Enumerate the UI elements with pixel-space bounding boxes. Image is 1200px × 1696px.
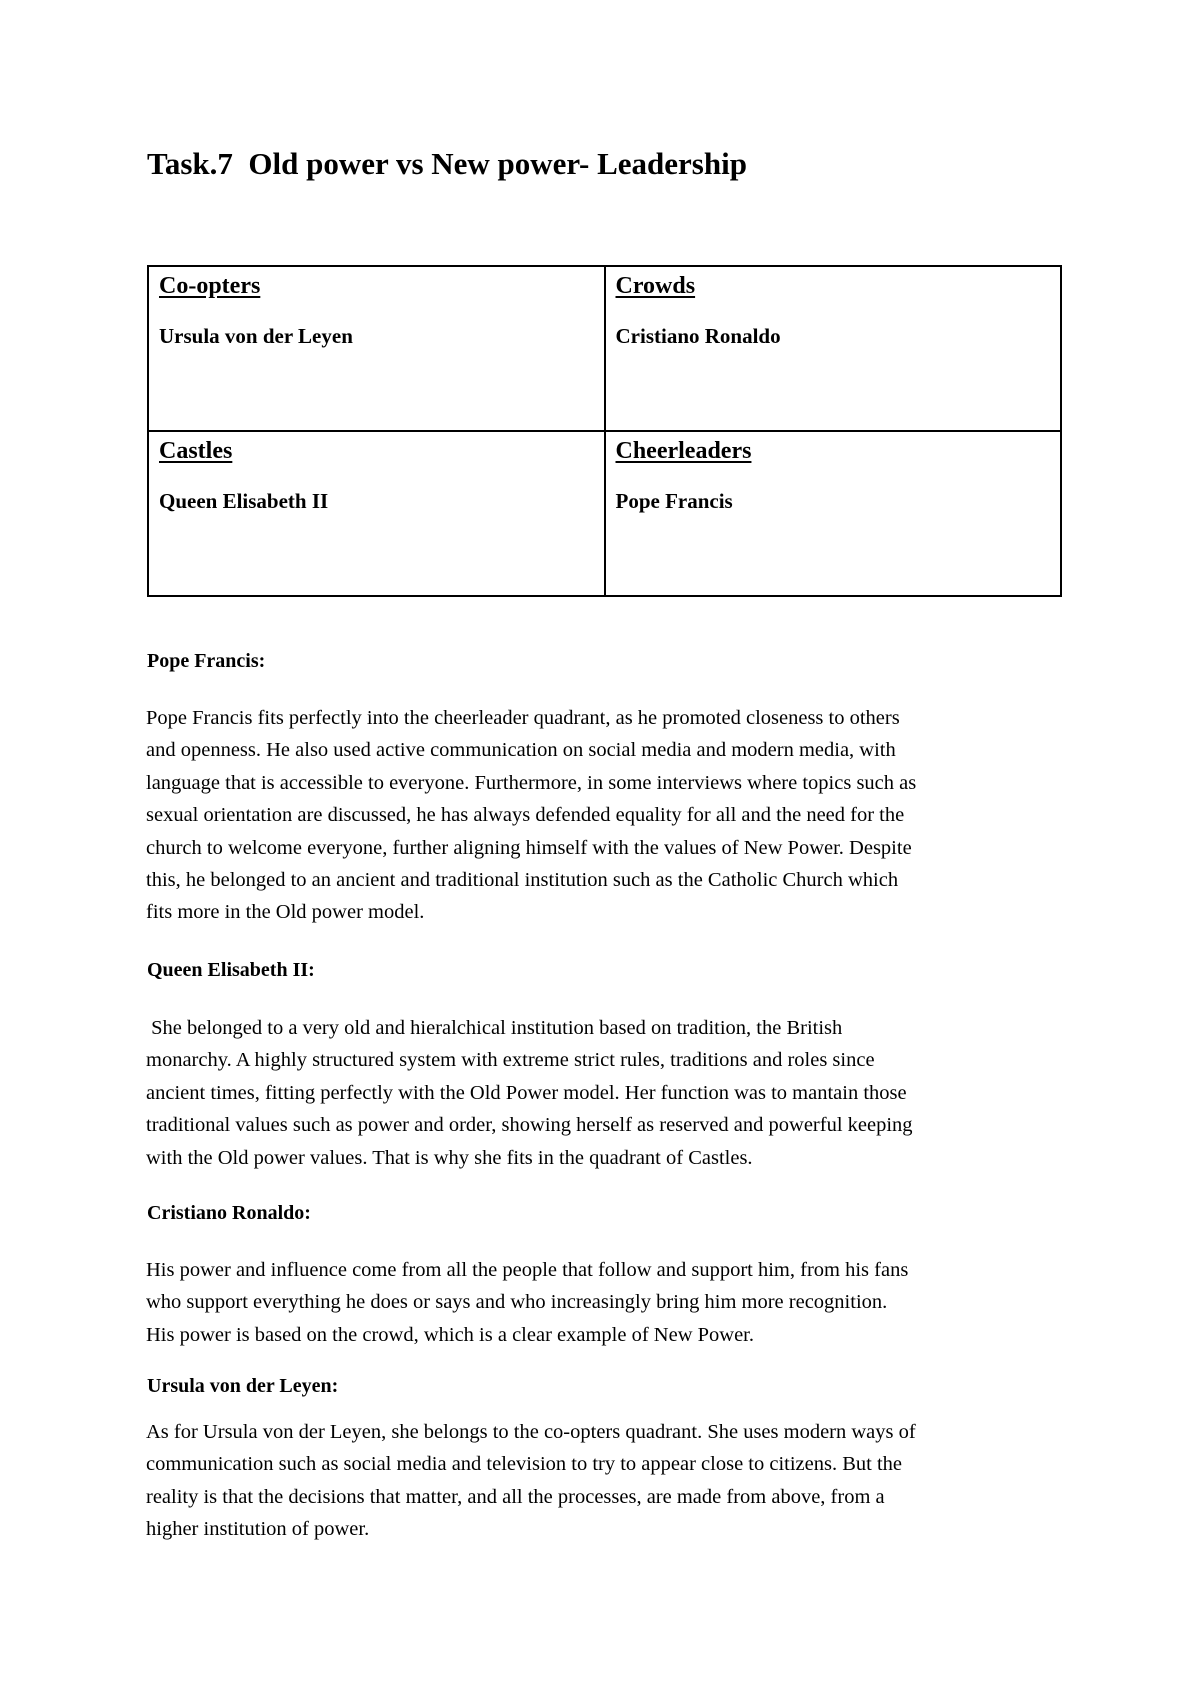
paragraph-line: language that is accessible to everyone. Furthermore, in some interviews where topics such as	[146, 771, 917, 794]
quadrant-heading: Crowds	[615, 273, 696, 299]
paragraph-line: communication such as social media and television to try to appear close to citizens. But the	[146, 1453, 903, 1476]
power-quadrant-table	[147, 265, 1062, 597]
paragraph-line: His power is based on the crowd, which is a clear example of New Power.	[146, 1323, 754, 1346]
paragraph-cristiano-ronaldo	[146, 1254, 1066, 1351]
paragraph-line: reality is that the decisions that matter, and all the processes, are made from above, from a	[146, 1485, 885, 1508]
paragraph-line: sexual orientation are discussed, he has always defended equality for all and the need for the	[146, 804, 905, 827]
paragraph-line: She belonged to a very old and hieralchical institution based on tradition, the British	[146, 1017, 843, 1039]
quadrant-cheerleaders	[605, 431, 1062, 596]
section-heading-ursula-von-der-leyen: Ursula von der Leyen:	[147, 1375, 339, 1397]
paragraph-line: who support everything he does or says and who increasingly bring him more recognition.	[146, 1291, 888, 1314]
paragraph-line: and openness. He also used active communication on social media and modern media, with	[146, 739, 896, 762]
paragraph-line: His power and influence come from all the people that follow and support him, from his fans	[146, 1259, 909, 1281]
paragraph-line: As for Ursula von der Leyen, she belongs to the co-opters quadrant. She uses modern ways of	[146, 1421, 916, 1443]
paragraph-line: church to welcome everyone, further aligning himself with the values of New Power. Despite	[146, 836, 912, 859]
quadrant-heading: Castles	[159, 438, 233, 464]
paragraph-line: with the Old power values. That is why she fits in the quadrant of Castles.	[146, 1146, 753, 1169]
paragraph-line: traditional values such as power and order, showing herself as reserved and powerful keeping	[146, 1114, 913, 1137]
quadrant-name: Pope Francis	[615, 489, 733, 513]
quadrant-castles	[148, 431, 605, 596]
paragraph-line: higher institution of power.	[146, 1518, 370, 1541]
paragraph-queen-elisabeth	[146, 1012, 1066, 1174]
quadrant-name: Ursula von der Leyen	[159, 324, 353, 348]
quadrant-crowds	[605, 266, 1062, 431]
table-row	[148, 266, 1061, 431]
paragraph-line: Pope Francis fits perfectly into the cheerleader quadrant, as he promoted closeness to others	[146, 707, 900, 729]
paragraph-ursula-von-der-leyen	[146, 1416, 1066, 1546]
quadrant-heading: Co-opters	[159, 273, 261, 299]
paragraph-line: ancient times, fitting perfectly with the Old Power model. Her function was to mantain those	[146, 1081, 907, 1104]
paragraph-line: this, he belonged to an ancient and traditional institution such as the Catholic Church which	[146, 869, 899, 892]
section-heading-pope-francis: Pope Francis:	[147, 650, 266, 672]
quadrant-heading: Cheerleaders	[615, 438, 752, 464]
page-title: Task.7 Old power vs New power- Leadership	[147, 146, 747, 181]
section-heading-queen-elisabeth: Queen Elisabeth II:	[147, 959, 315, 981]
quadrant-name: Cristiano Ronaldo	[615, 324, 781, 348]
paragraph-line: fits more in the Old power model.	[146, 901, 425, 924]
paragraph-pope-francis	[146, 702, 1066, 929]
quadrant-co-opters	[148, 266, 605, 431]
table-row	[148, 431, 1061, 596]
section-heading-cristiano-ronaldo: Cristiano Ronaldo:	[147, 1202, 311, 1224]
quadrant-name: Queen Elisabeth II	[159, 489, 329, 513]
paragraph-line: monarchy. A highly structured system with extreme strict rules, traditions and roles since	[146, 1049, 875, 1072]
